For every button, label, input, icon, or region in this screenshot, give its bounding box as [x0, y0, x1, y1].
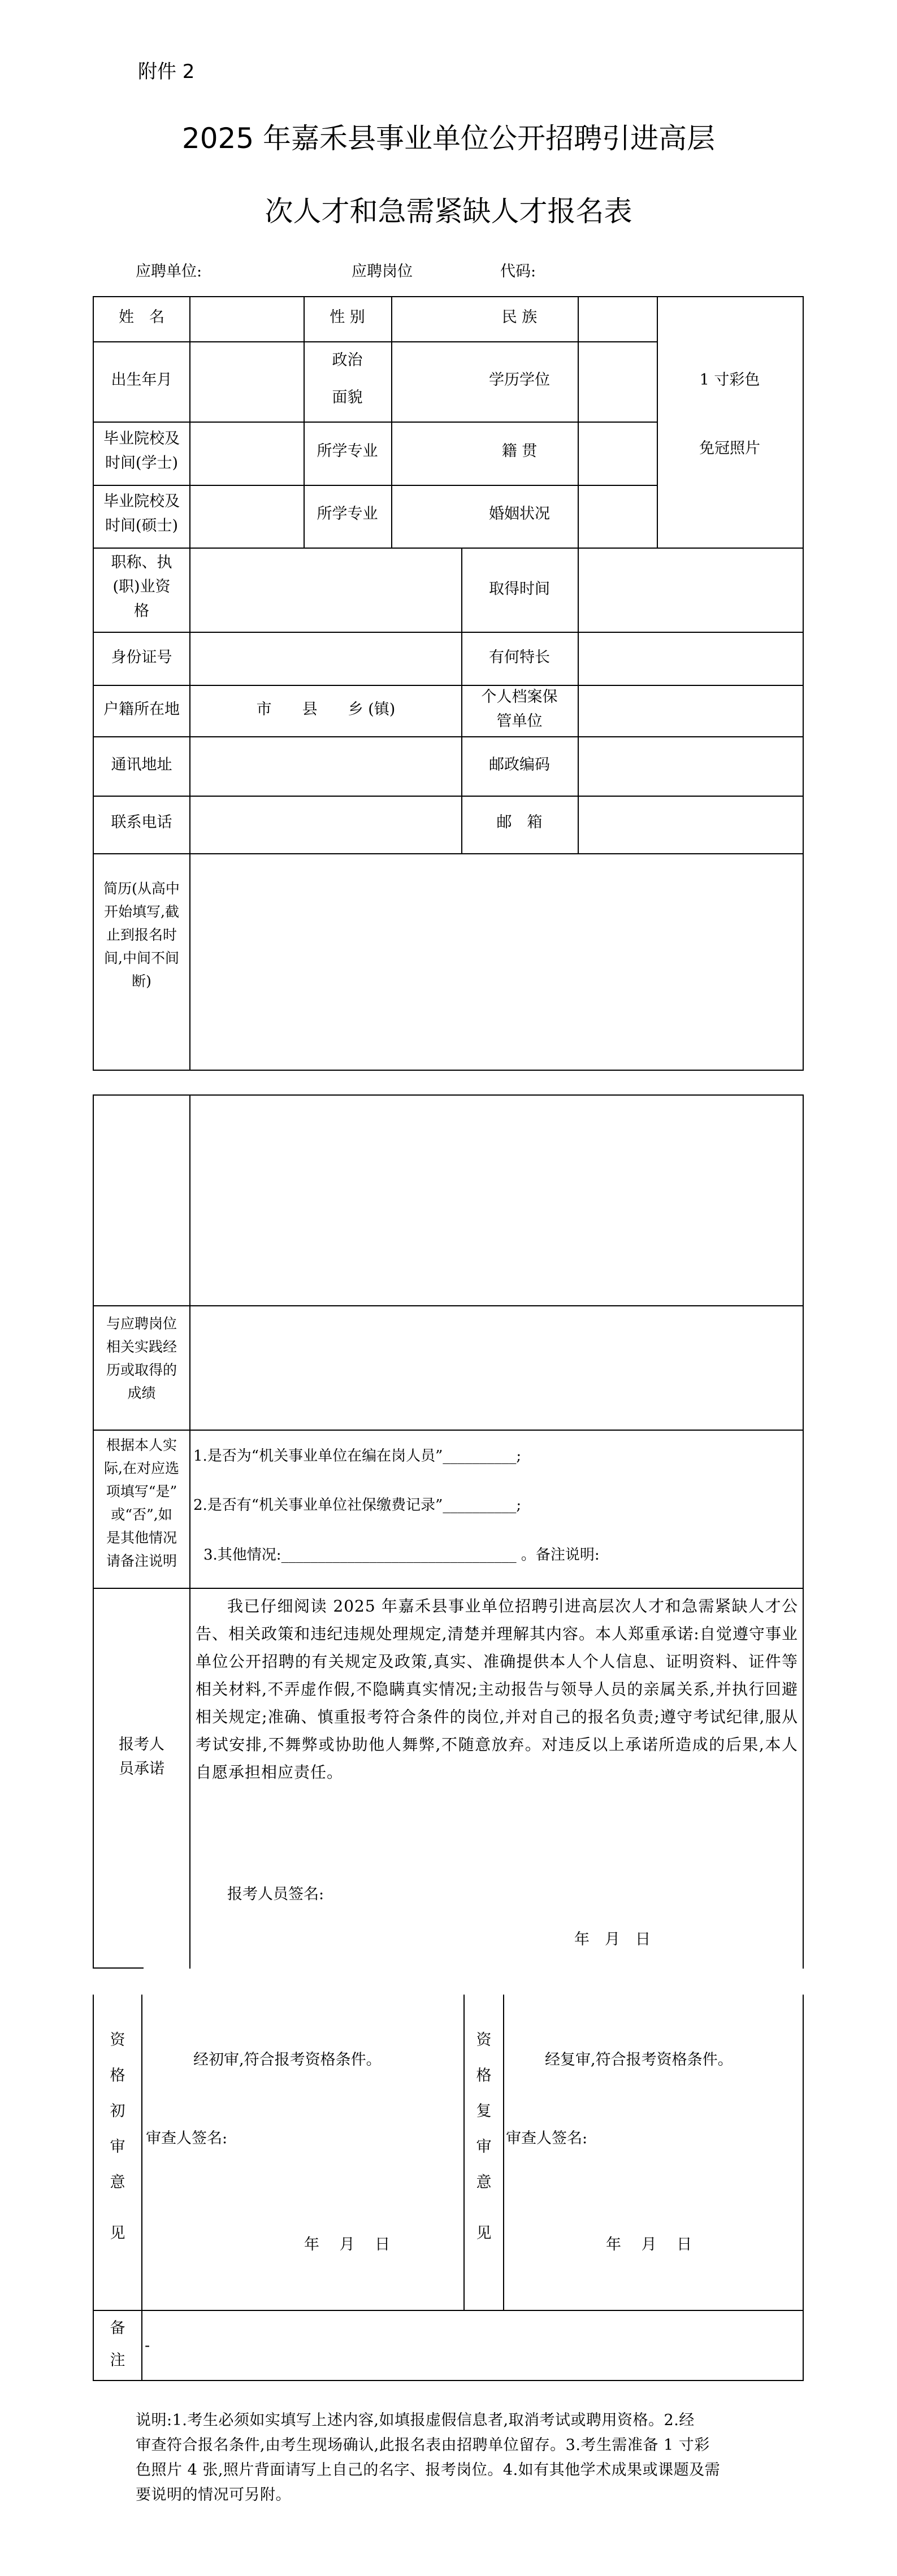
- major2-label: 所学专业: [317, 505, 378, 523]
- resume-label-1: 简历(从高中: [103, 880, 180, 897]
- situation-label-2: 际,在对应选: [104, 1460, 179, 1476]
- footnote-line-2: 审查符合报名条件,由考生现场确认,此报名表由招聘单位留存。3.考生需准备 1 寸彩: [136, 2436, 710, 2454]
- political-label-2: 面貌: [332, 389, 363, 406]
- remark-label-1: 备: [110, 2319, 125, 2337]
- footnote-line-3: 色照片 4 张,照片背面请写上自己的名字、报考岗位。4.如有其他学术成果或课题及需: [136, 2461, 721, 2479]
- marital-label: 婚姻状况: [489, 505, 550, 523]
- birth-label: 出生年月: [111, 371, 172, 389]
- gender-label: 性 别: [330, 309, 365, 326]
- archive-label-1: 个人档案保: [481, 688, 558, 706]
- situation-label-3: 项填写“是”: [106, 1483, 177, 1500]
- situation-label-1: 根据本人实: [106, 1437, 177, 1453]
- review2-char-4: 审: [476, 2138, 492, 2156]
- situation-label-5: 是其他情况: [106, 1530, 177, 1546]
- footnote-line-4: 要说明的情况可另附。: [136, 2486, 291, 2504]
- hukou-label: 户籍所在地: [103, 701, 180, 718]
- political-label-1: 政治: [332, 351, 363, 369]
- pledge-date: 年 月 日: [574, 1931, 651, 1948]
- practice-label-4: 成绩: [127, 1385, 156, 1401]
- major1-label: 所学专业: [317, 442, 378, 460]
- form-title-line1: 2025 年嘉禾县事业单位公开招聘引进高层: [181, 122, 716, 155]
- practice-label-1: 与应聘岗位: [106, 1315, 177, 1332]
- review1-char-1: 资: [110, 2031, 125, 2049]
- review1-char-2: 格: [110, 2067, 125, 2084]
- form-title-line2: 次人才和急需紧缺人才报名表: [265, 195, 632, 228]
- review1-char-6: 见: [110, 2225, 125, 2242]
- review1-char-5: 意: [110, 2174, 125, 2191]
- remark-label-2: 注: [110, 2352, 125, 2369]
- postcode-label: 邮政编码: [489, 756, 550, 774]
- footnote-line-1: 说明:1.考生必须如实填写上述内容,如填报虚假信息者,取消考试或聘用资格。2.经: [136, 2412, 695, 2429]
- bachelor-label-1: 毕业院校及: [103, 430, 180, 448]
- review2-char-3: 复: [476, 2102, 492, 2120]
- resume-label-3: 止到报名时: [106, 927, 177, 943]
- review1-date: 年 月 日: [304, 2236, 391, 2253]
- obtained-label: 取得时间: [489, 580, 550, 598]
- title-qual-label-1: 职称、执: [111, 554, 172, 571]
- photo-label-2: 免冠照片: [699, 440, 760, 457]
- specialty-label: 有何特长: [489, 649, 550, 666]
- review1-sign-label: 审查人签名:: [146, 2130, 228, 2147]
- title-qual-label-2: (职)业资: [112, 578, 171, 596]
- situation-label-6: 请备注说明: [106, 1553, 177, 1569]
- pledge-label-2: 员承诺: [119, 1760, 164, 1778]
- practice-label-2: 相关实践经: [106, 1339, 177, 1355]
- review2-char-1: 资: [476, 2031, 492, 2049]
- practice-label-3: 历或取得的: [106, 1362, 177, 1378]
- review2-text: 经复审,符合报考资格条件。: [545, 2051, 733, 2069]
- idcard-label: 身份证号: [111, 649, 172, 666]
- pledge-text: 我已仔细阅读 2025 年嘉禾县事业单位招聘引进高层次人才和急需紧缺人才公告、相关政策和违纪违规处理规定,清楚并理解其内容。本人郑重承诺:自觉遵守事业单位公开招聘的有关规定及政策,真实、准确提供本人个人信息、证明资料、证件等相关材料,不弄虚作假,不隐瞒真实情况;主动报告与领导人员的亲属关系,并执行回避相关规定;准确、慎重报考符合条件的岗位,并对自己的报名负责;遵守考试纪律,服从考试安排,不舞弊或协助他人舞弊,不随意放弃。对违反以上承诺所造成的后果,本人自愿承担相应责任。: [196, 1597, 798, 1782]
- apply-post-label: 应聘岗位: [352, 263, 413, 280]
- master-label-1: 毕业院校及: [103, 493, 180, 510]
- review1-text: 经初审,符合报考资格条件。: [193, 2051, 382, 2069]
- review2-char-6: 见: [476, 2225, 492, 2242]
- review2-char-2: 格: [476, 2067, 492, 2084]
- degree-label: 学历学位: [489, 371, 550, 389]
- review1-char-3: 初: [110, 2102, 125, 2120]
- pledge-label-1: 报考人: [119, 1736, 164, 1753]
- archive-label-2: 管单位: [496, 713, 543, 730]
- remark-value: -: [145, 2337, 150, 2355]
- resume-label-5: 断): [132, 973, 151, 989]
- name-label: 姓 名: [119, 309, 164, 326]
- situation-label-4: 或“否”,如: [111, 1506, 172, 1523]
- hukou-value: 市 县 乡 (镇): [256, 701, 396, 718]
- native-label: 籍 贯: [501, 442, 538, 460]
- address-label: 通讯地址: [111, 756, 172, 774]
- photo-label-1: 1 寸彩色: [699, 371, 760, 389]
- review2-date: 年 月 日: [606, 2236, 692, 2253]
- post-code-label: 代码:: [500, 263, 536, 280]
- bachelor-label-2: 时间(学士): [105, 454, 179, 472]
- ethnicity-label: 民 族: [501, 309, 538, 326]
- review2-sign-label: 审查人签名:: [506, 2130, 588, 2147]
- situation-item-2: 2.是否有“机关事业单位社保缴费记录”__________;: [193, 1497, 522, 1514]
- email-label: 邮 箱: [496, 814, 543, 831]
- apply-unit-label: 应聘单位:: [136, 263, 202, 280]
- phone-label: 联系电话: [111, 814, 172, 831]
- review1-char-4: 审: [110, 2138, 125, 2156]
- resume-label-2: 开始填写,截: [104, 903, 179, 920]
- resume-label-4: 间,中间不间: [104, 950, 179, 966]
- attachment-label: 附件 2: [138, 60, 195, 83]
- pledge-sign-label: 报考人员签名:: [227, 1886, 324, 1903]
- situation-item-3: 3.其他情况:________________________________ 。备注说明:: [203, 1547, 600, 1563]
- master-label-2: 时间(硕士): [105, 517, 179, 535]
- review2-char-5: 意: [476, 2174, 492, 2191]
- title-qual-label-3: 格: [134, 602, 149, 620]
- situation-item-1: 1.是否为“机关事业单位在编在岗人员”__________;: [193, 1448, 522, 1465]
